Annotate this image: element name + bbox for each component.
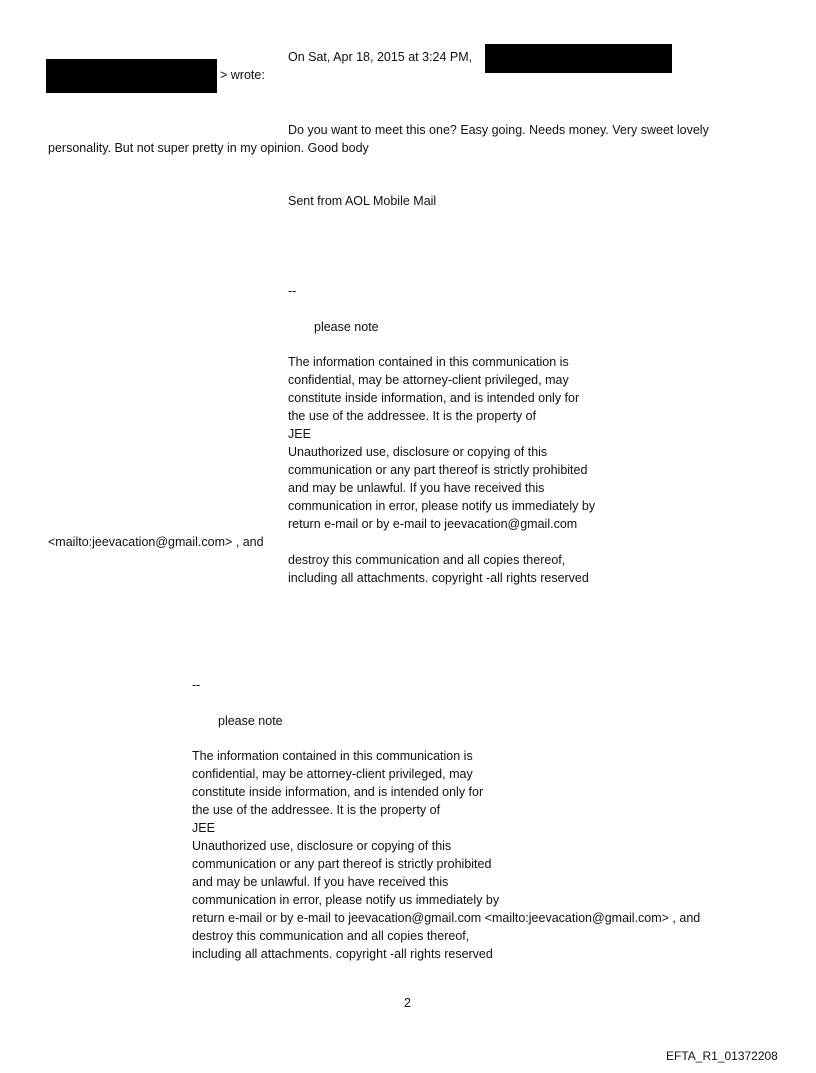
message-line: personality. But not super pretty in my opinion. Good body [48,141,369,155]
redaction-bar [46,59,217,93]
notice-line: destroy this communication and all copies thereof, [192,929,470,943]
notice-line: including all attachments. copyright -all rights reserved [288,571,589,585]
notice-line: return e-mail or by e-mail to jeevacation@gmail.com [288,517,578,531]
sent-from-line: Sent from AOL Mobile Mail [288,194,437,208]
notice-line: communication or any part thereof is strictly prohibited [192,857,492,871]
please-note-label: please note [218,714,283,728]
page-number: 2 [404,996,411,1010]
wrote-label: > wrote: [220,68,265,82]
notice-line: return e-mail or by e-mail to jeevacation@gmail.com <mailto:jeevacation@gmail.com> , and [192,911,701,925]
notice-line: including all attachments. copyright -all rights reserved [192,947,493,961]
mailto-line: <mailto:jeevacation@gmail.com> , and [48,535,264,549]
notice-line: JEE [288,427,311,441]
notice-line: the use of the addressee. It is the property of [288,409,537,423]
signature-dashes: -- [192,678,201,692]
reply-header-line: On Sat, Apr 18, 2015 at 3:24 PM, [288,50,473,64]
notice-line: destroy this communication and all copies thereof, [288,553,566,567]
notice-line: The information contained in this communication is [192,749,473,763]
please-note-label: please note [314,320,379,334]
notice-line: constitute inside information, and is intended only for [288,391,580,405]
notice-line: constitute inside information, and is intended only for [192,785,484,799]
notice-line: confidential, may be attorney-client privileged, may [288,373,569,387]
notice-line: communication in error, please notify us immediately by [192,893,500,907]
notice-line: the use of the addressee. It is the property of [192,803,441,817]
notice-line: JEE [192,821,215,835]
redaction-bar [485,44,672,73]
notice-line: The information contained in this communication is [288,355,569,369]
notice-line: and may be unlawful. If you have received this [288,481,545,495]
message-line: Do you want to meet this one? Easy going. Needs money. Very sweet lovely [288,123,709,137]
notice-line: communication in error, please notify us immediately by [288,499,596,513]
signature-dashes: -- [288,284,297,298]
notice-line: confidential, may be attorney-client privileged, may [192,767,473,781]
notice-line: communication or any part thereof is strictly prohibited [288,463,588,477]
notice-line: Unauthorized use, disclosure or copying of this [192,839,452,853]
notice-line: and may be unlawful. If you have received this [192,875,449,889]
document-id: EFTA_R1_01372208 [666,1049,778,1063]
notice-line: Unauthorized use, disclosure or copying of this [288,445,548,459]
